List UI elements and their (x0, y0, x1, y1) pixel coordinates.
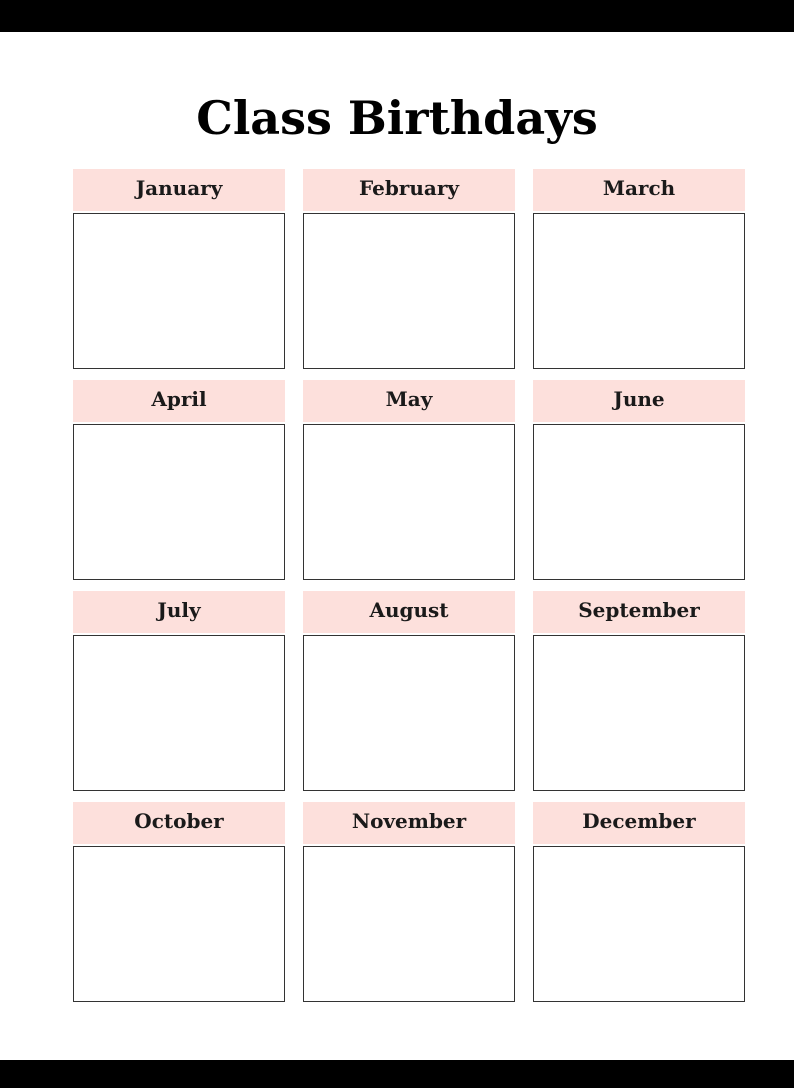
month-block-november (303, 802, 515, 1003)
month-block-may (303, 380, 515, 581)
month-header: August (303, 591, 515, 633)
month-header: March (533, 169, 745, 211)
month-header: February (303, 169, 515, 211)
month-header: January (73, 169, 285, 211)
month-writing-box (533, 846, 745, 1002)
month-header: October (73, 802, 285, 844)
month-header: June (533, 380, 745, 422)
month-block-january (73, 169, 285, 370)
month-writing-box (303, 424, 515, 580)
month-writing-box (303, 635, 515, 791)
month-header: December (533, 802, 745, 844)
month-header: April (73, 380, 285, 422)
month-block-april (73, 380, 285, 581)
bottom-frame-bar (0, 1060, 794, 1088)
month-block-march (533, 169, 745, 370)
month-block-july (73, 591, 285, 792)
month-header: May (303, 380, 515, 422)
month-block-february (303, 169, 515, 370)
top-frame-bar (0, 0, 794, 32)
month-writing-box (73, 846, 285, 1002)
month-writing-box (533, 213, 745, 369)
month-header: July (73, 591, 285, 633)
month-writing-box (303, 213, 515, 369)
month-block-september (533, 591, 745, 792)
month-writing-box (73, 213, 285, 369)
month-block-october (73, 802, 285, 1003)
page-title: Class Birthdays (196, 91, 598, 145)
month-header: September (533, 591, 745, 633)
month-block-august (303, 591, 515, 792)
month-writing-box (533, 635, 745, 791)
month-block-june (533, 380, 745, 581)
month-writing-box (533, 424, 745, 580)
month-header: November (303, 802, 515, 844)
month-writing-box (303, 846, 515, 1002)
month-block-december (533, 802, 745, 1003)
month-writing-box (73, 424, 285, 580)
month-writing-box (73, 635, 285, 791)
